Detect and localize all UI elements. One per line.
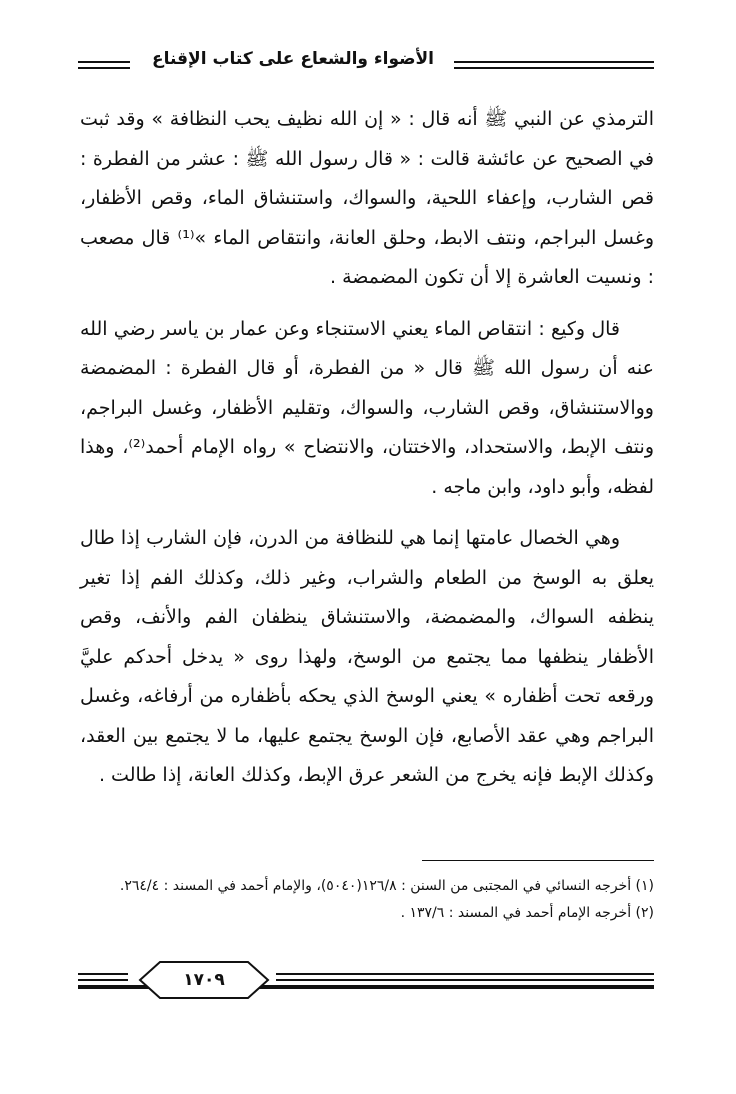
footnote-separator: [422, 860, 654, 861]
header-title: الأضواء والشعاع على كتاب الإقناع: [151, 49, 435, 69]
page-footer: [78, 960, 654, 1006]
header-rule-left: [78, 61, 130, 69]
main-text: [80, 100, 654, 808]
page-number-badge: [138, 960, 270, 1000]
header-rule-right: [454, 61, 654, 69]
page-number: ١٧٠٩: [183, 970, 225, 990]
paragraph-3: وهي الخصال عامتها إنما هي للنظافة من الدرن، فإن الشارب إذا طال يعلق به الوسخ من الطعام والشراب، وغير ذلك، وكذلك الفم إذا تغير ينظفه السواك، والمضمضة، والاستنشاق ينظفان الفم والأنف، وقص الأظفار ينظفها مما يجتمع من الوسخ، ولهذا روى « يدخل أحدكم عليَّ ورقعه تحت أظفاره » يعني الوسخ الذي يحكه بأظفاره من أرفاغه، وغسل البراجم وهي عقد الأصابع، فإن الوسخ يجتمع عليها، ما لا يجتمع بين العقد، وكذلك الإبط فإنه يخرج من الشعر عرق الإبط، وكذلك العانة، إذا طالت .: [80, 527, 654, 786]
footnote-1: (١) أخرجه النسائي في المجتبى من السنن : ١٢٦/٨(٥٠٤٠)، والإمام أحمد في المسند : ٢٦٤/٤.: [119, 878, 654, 894]
paragraph-2: قال وكيع : انتقاص الماء يعني الاستنجاء وعن عمار بن ياسر رضي الله عنه أن رسول الله ﷺ قال « من الفطرة، أو قال الفطرة : المضمضة ووالاستنشاق، وقص الشارب، والسواك، وتقليم الأظفار، وغسل البراجم، ونتف الإبط، والاستحداد، والاختتان، والانتضاح » رواه الإمام أحمد⁽²⁾، وهذا لفظه، وأبو داود، وابن ماجه .: [80, 317, 654, 498]
footer-rule: [78, 979, 128, 981]
footer-rule: [276, 973, 654, 975]
footnote-2: (٢) أخرجه الإمام أحمد في المسند : ١٣٧/٦ .: [400, 905, 654, 921]
footnotes: [80, 875, 654, 929]
footer-rule: [78, 973, 128, 975]
footer-rule: [276, 979, 654, 981]
running-header: [78, 46, 654, 82]
paragraph-1: الترمذي عن النبي ﷺ أنه قال : « إن الله نظيف يحب النظافة » وقد ثبت في الصحيح عن عائشة قالت : « قال رسول الله ﷺ : عشر من الفطرة : قص الشارب، وإعفاء اللحية، والسواك، واستنشاق الماء، وقص الأظفار، وغسل البراجم، ونتف الابط، وحلق العانة، وانتقاص الماء »⁽¹⁾ قال مصعب : ونسيت العاشرة إلا أن تكون المضمضة .: [80, 108, 654, 288]
